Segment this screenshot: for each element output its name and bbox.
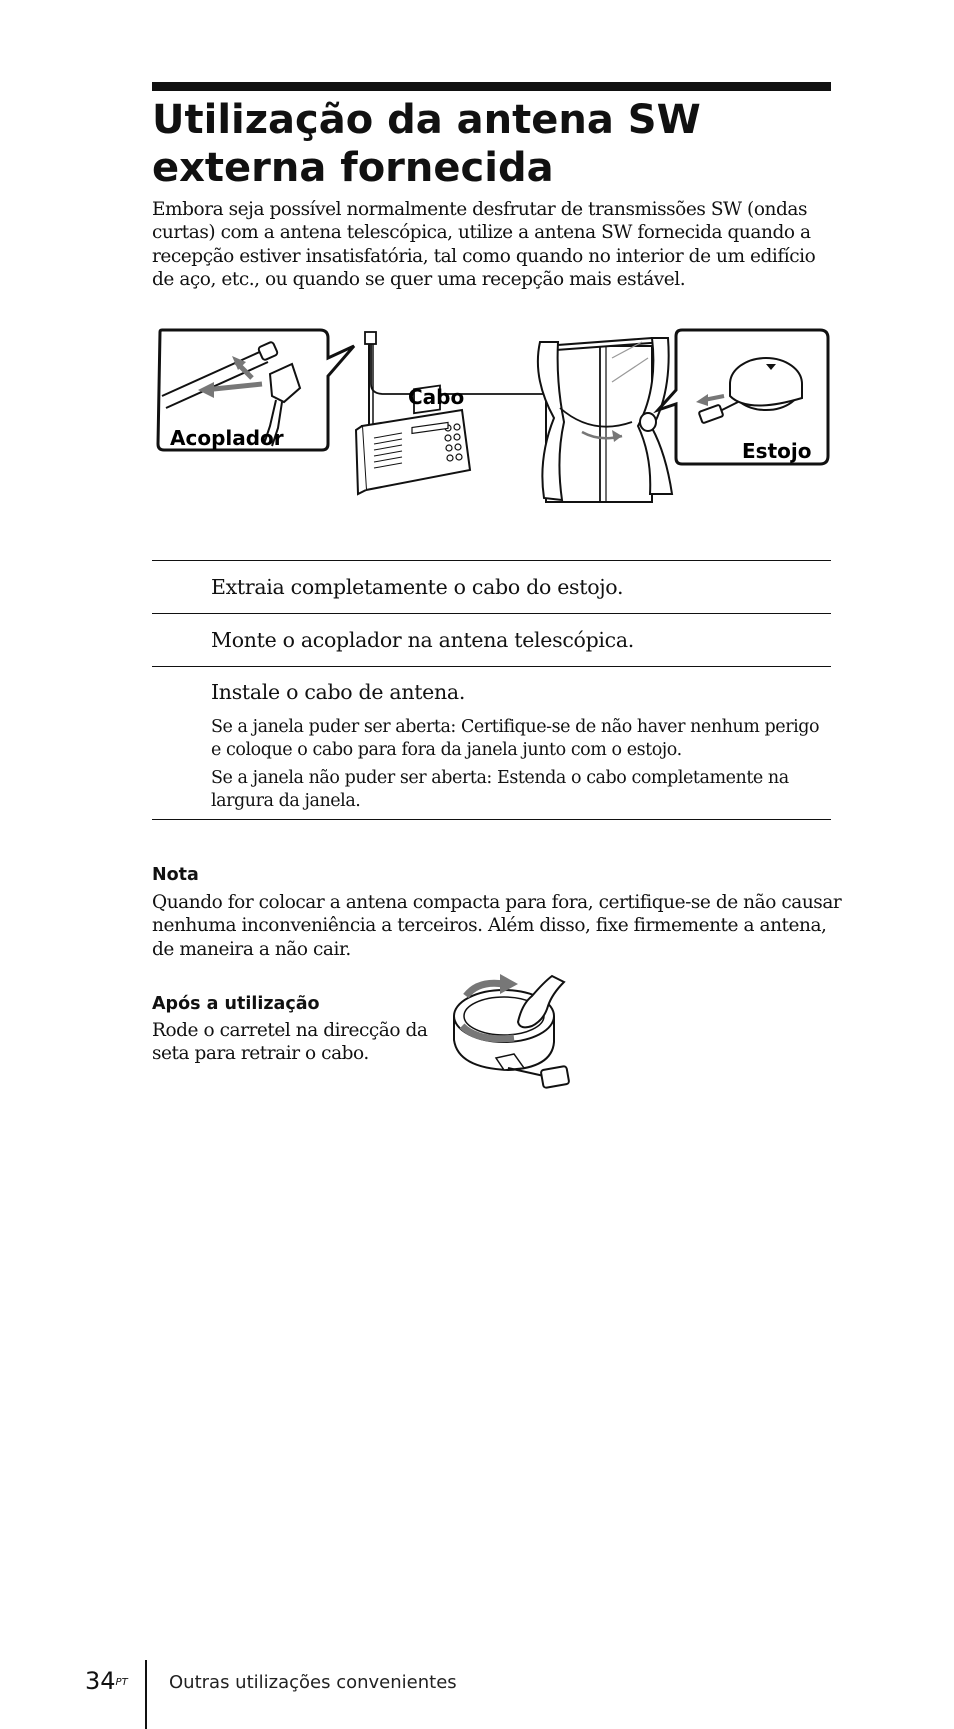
reel-svg bbox=[448, 972, 580, 1094]
step-3-note-window-opens: Se a janela puder ser aberta: Certifique-se de não haver nenhum perigo e coloque o cabo para fora da janela junto com o estojo. bbox=[211, 717, 820, 760]
footer-section-title: Outras utilizações convenientes bbox=[169, 1672, 457, 1693]
page-number bbox=[85, 1666, 128, 1696]
antenna-installation-illustration bbox=[152, 318, 842, 538]
reel-retract-illustration bbox=[448, 972, 580, 1094]
page-title: Utilização da antena SW externa fornecida bbox=[152, 97, 701, 191]
footer-divider bbox=[145, 1660, 147, 1729]
after-use-heading: Após a utilização bbox=[152, 994, 320, 1014]
after-use-text: Rode o carretel na direcção da seta para retrair o cabo. bbox=[152, 1020, 428, 1065]
step-3-note-window-closed: Se a janela não puder ser aberta: Estenda o cabo completamente na largura da janela. bbox=[211, 768, 789, 811]
intro-paragraph: Embora seja possível normalmente desfrutar de transmissões SW (ondas curtas) com a antena telescópica, utilize a antena SW fornecida quando a recepção estiver insatisfatória, tal como quando no interior de um edifício de aço, etc., ou quando se quer uma recepção mais estável. bbox=[152, 199, 816, 291]
steps-table bbox=[152, 560, 831, 820]
step-row-1 bbox=[152, 560, 831, 613]
note-heading: Nota bbox=[152, 865, 199, 885]
window-with-curtains bbox=[538, 338, 672, 502]
label-cabo: Cabo bbox=[408, 385, 465, 409]
page-language-suffix: PT bbox=[115, 1677, 128, 1688]
step-2-text: Monte o acoplador na antena telescópica. bbox=[211, 628, 634, 652]
step-3-text: Instale o cabo de antena. bbox=[211, 680, 466, 704]
step-row-3 bbox=[152, 666, 831, 820]
step-1-text: Extraia completamente o cabo do estojo. bbox=[211, 575, 624, 599]
label-estojo: Estojo bbox=[742, 439, 812, 463]
step-row-2 bbox=[152, 613, 831, 666]
radio-with-antenna bbox=[356, 332, 555, 494]
note-text: Quando for colocar a antena compacta para fora, certifique-se de não causar nenhuma inconveniência a terceiros. Além disso, fixe firmemente a antena, de maneira a não cair. bbox=[152, 892, 842, 960]
label-acoplador: Acoplador bbox=[170, 426, 284, 450]
page-number-value: 34 bbox=[85, 1667, 116, 1695]
illustration-svg bbox=[152, 318, 842, 538]
coupler-callout bbox=[158, 330, 354, 450]
case-callout bbox=[658, 330, 828, 464]
top-rule bbox=[152, 82, 831, 91]
